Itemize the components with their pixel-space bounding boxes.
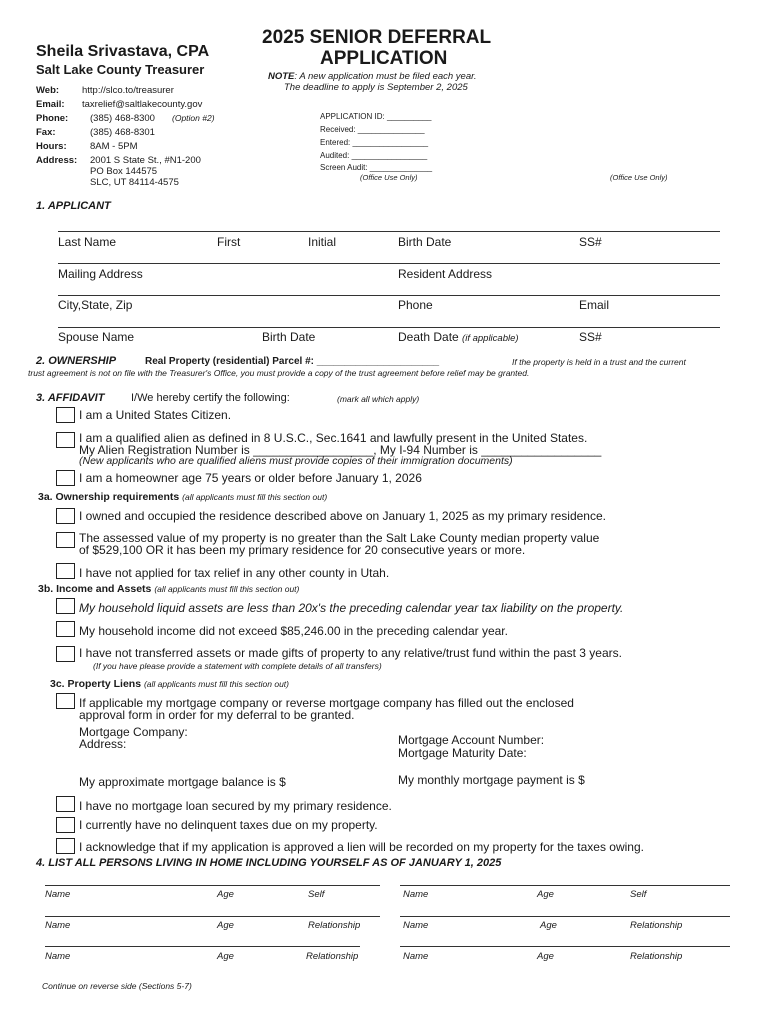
household-row-1-left-rel: Self xyxy=(308,889,325,900)
assessed-value-line1: The assessed value of my property is no greater than the Salt Lake County median property value xyxy=(79,531,600,545)
mortgage-account-field[interactable]: Mortgage Account Number: xyxy=(398,733,545,747)
household-row-2-right-rel: Relationship xyxy=(630,920,683,931)
mortgage-maturity-field[interactable]: Mortgage Maturity Date: xyxy=(398,746,527,760)
household-line-left-2[interactable] xyxy=(45,916,380,917)
label-spouse-ssn: SS# xyxy=(579,330,602,344)
mortgage-address-field[interactable]: Address: xyxy=(79,737,127,751)
no-delinquent-taxes-checkbox[interactable] xyxy=(56,817,75,833)
contact-address-line3: SLC, UT 84114-4575 xyxy=(90,177,179,188)
no-mortgage-checkbox[interactable] xyxy=(56,796,75,812)
citizen-statement: I am a United States Citizen. xyxy=(79,408,232,422)
lien-acknowledge-statement: I acknowledge that if my application is approved a lien will be recorded on my property for the taxes owing. xyxy=(79,840,644,854)
contact-address-line2: PO Box 144575 xyxy=(90,166,158,177)
household-row-1-left-name: Name xyxy=(45,889,71,900)
label-death-date xyxy=(398,330,519,344)
section-3a-note: (all applicants must fill this section out) xyxy=(182,492,328,502)
office-field-entered: Entered: _________________ xyxy=(320,138,429,147)
section-3c-note: (all applicants must fill this section out) xyxy=(143,679,289,689)
household-row-2-left-age: Age xyxy=(217,920,234,931)
trust-note-line1: If the property is held in a trust and the current xyxy=(512,357,686,367)
no-transfer-statement: I have not transferred assets or made gifts of property to any relative/trust fund within the past 3 years. xyxy=(79,646,622,660)
assessed-value-line2: of $529,100 OR it has been my primary residence for 20 consecutive years or more. xyxy=(79,543,526,557)
contact-address-line1: 2001 S State St., #N1-200 xyxy=(90,155,201,166)
section-1-title: 1. APPLICANT xyxy=(36,200,111,212)
household-row-2-right-name: Name xyxy=(403,920,429,931)
label-spouse-name: Spouse Name xyxy=(58,330,135,344)
contact-label-web: Web: xyxy=(36,85,60,96)
office-field-audited: Audited: _________________ xyxy=(320,151,428,160)
section-3c-title xyxy=(50,678,289,690)
label-email: Email xyxy=(579,298,610,312)
section-3a-label: 3a. Ownership requirements xyxy=(38,491,180,503)
label-initial: Initial xyxy=(308,235,337,249)
section-4-title: 4. LIST ALL PERSONS LIVING IN HOME INCLUDING YOURSELF AS OF JANUARY 1, 2025 xyxy=(36,857,502,869)
line-address[interactable] xyxy=(58,263,720,264)
household-row-2-right-age: Age xyxy=(540,920,557,931)
assessed-value-checkbox[interactable] xyxy=(56,532,75,548)
age-checkbox[interactable] xyxy=(56,470,75,486)
contact-label-email: Email: xyxy=(36,99,65,110)
line-applicant-name[interactable] xyxy=(58,231,720,232)
label-mailing-address: Mailing Address xyxy=(58,267,143,281)
affidavit-intro-note: (mark all which apply) xyxy=(337,394,420,404)
section-3a-title xyxy=(38,491,327,503)
household-line-left-1[interactable] xyxy=(45,885,380,886)
office-use-caption-right: (Office Use Only) xyxy=(610,173,668,182)
no-mortgage-statement: I have no mortgage loan secured by my primary residence. xyxy=(79,799,392,813)
note-label: NOTE xyxy=(268,71,295,82)
label-phone: Phone xyxy=(398,298,433,312)
alien-checkbox[interactable] xyxy=(56,432,75,448)
citizen-checkbox[interactable] xyxy=(56,407,75,423)
office-name: Salt Lake County Treasurer xyxy=(36,62,205,77)
form-title-line1: 2025 SENIOR DEFERRAL xyxy=(262,27,492,48)
line-spouse[interactable] xyxy=(58,327,720,328)
contact-fax: (385) 468-8301 xyxy=(90,127,155,138)
household-row-3-right-age: Age xyxy=(537,951,554,962)
mortgage-payment-field[interactable]: My monthly mortgage payment is $ xyxy=(398,773,585,787)
label-spouse-birth-date: Birth Date xyxy=(262,330,316,344)
contact-email[interactable]: taxrelief@saltlakecounty.gov xyxy=(82,99,203,110)
affidavit-intro: I/We hereby certify the following: xyxy=(131,392,290,404)
mortgage-balance-field[interactable]: My approximate mortgage balance is $ xyxy=(79,775,286,789)
liquid-assets-statement: My household liquid assets are less than 20x's the preceding calendar year tax liability on the property. xyxy=(79,601,624,615)
trust-note-line2: trust agreement is not on file with the Treasurer's Office, you must provide a copy of the trust agreement before relief may be granted. xyxy=(28,368,530,378)
contact-hours: 8AM - 5PM xyxy=(90,141,138,152)
no-delinquent-taxes-statement: I currently have no delinquent taxes due on my property. xyxy=(79,818,378,832)
household-row-2-left-name: Name xyxy=(45,920,71,931)
owned-occupied-checkbox[interactable] xyxy=(56,508,75,524)
office-use-caption-left: (Office Use Only) xyxy=(360,173,418,182)
household-line-left-3[interactable] xyxy=(45,946,360,947)
age-statement: I am a homeowner age 75 years or older before January 1, 2026 xyxy=(79,471,422,485)
office-field-received: Received: _______________ xyxy=(320,125,425,134)
office-field-screen-audit: Screen Audit: ______________ xyxy=(320,163,433,172)
no-other-county-statement: I have not applied for tax relief in any other county in Utah. xyxy=(79,566,390,580)
label-first: First xyxy=(217,235,241,249)
mortgage-company-field[interactable]: Mortgage Company: xyxy=(79,725,188,739)
no-transfer-note: (If you have please provide a statement with complete details of all transfers) xyxy=(93,661,382,671)
form-title-line2: APPLICATION xyxy=(320,48,448,69)
mortgage-approval-checkbox[interactable] xyxy=(56,693,75,709)
continue-footer: Continue on reverse side (Sections 5-7) xyxy=(42,981,192,991)
deadline-note: The deadline to apply is September 2, 2025 xyxy=(284,82,468,93)
contact-label-address: Address: xyxy=(36,155,78,166)
liquid-assets-checkbox[interactable] xyxy=(56,598,75,614)
household-row-3-left-age: Age xyxy=(217,951,234,962)
line-city[interactable] xyxy=(58,295,720,296)
mortgage-approval-line1: If applicable my mortgage company or reverse mortgage company has filled out the enclosed xyxy=(79,696,574,710)
section-3b-note: (all applicants must fill this section out) xyxy=(154,584,300,594)
label-resident-address: Resident Address xyxy=(398,267,493,281)
contact-label-hours: Hours: xyxy=(36,141,67,152)
household-row-1-left-age: Age xyxy=(217,889,234,900)
mortgage-approval-line2: approval form in order for my deferral to be granted. xyxy=(79,708,355,722)
parcel-label[interactable]: Real Property (residential) Parcel #: ______________________ xyxy=(145,356,440,367)
contact-web[interactable]: http://slco.to/treasurer xyxy=(82,85,174,96)
contact-label-phone: Phone: xyxy=(36,113,69,124)
alien-statement-line2[interactable]: My Alien Registration Number is __________________, My I-94 Number is __________________ xyxy=(79,443,602,457)
contact-phone: (385) 468-8300 xyxy=(90,113,155,124)
renewal-note xyxy=(268,71,477,82)
section-3b-title xyxy=(38,583,299,595)
label-city-state-zip: City,State, Zip xyxy=(58,298,133,312)
household-row-3-right-rel: Relationship xyxy=(630,951,683,962)
lien-acknowledge-checkbox[interactable] xyxy=(56,838,75,854)
section-3-title: 3. AFFIDAVIT xyxy=(36,392,105,404)
label-birth-date: Birth Date xyxy=(398,235,452,249)
household-row-1-right-rel: Self xyxy=(630,889,647,900)
label-last-name: Last Name xyxy=(58,235,117,249)
no-other-county-checkbox[interactable] xyxy=(56,563,75,579)
label-ssn: SS# xyxy=(579,235,602,249)
alien-statement-note: (New applicants who are qualified aliens must provide copies of their immigration documents) xyxy=(79,455,513,467)
contact-phone-note: (Option #2) xyxy=(172,113,215,123)
household-row-3-right-name: Name xyxy=(403,951,429,962)
firm-name: Sheila Srivastava, CPA xyxy=(36,43,210,60)
household-row-3-left-rel: Relationship xyxy=(306,951,359,962)
section-2-title: 2. OWNERSHIP xyxy=(36,355,117,367)
household-line-right-1[interactable] xyxy=(400,885,730,886)
household-row-1-right-name: Name xyxy=(403,889,429,900)
household-line-right-3[interactable] xyxy=(400,946,730,947)
section-3c-label: 3c. Property Liens xyxy=(50,678,142,690)
household-line-right-2[interactable] xyxy=(400,916,730,917)
household-row-2-left-rel: Relationship xyxy=(308,920,361,931)
contact-label-fax: Fax: xyxy=(36,127,56,138)
owned-occupied-statement: I owned and occupied the residence described above on January 1, 2025 as my primary residence. xyxy=(79,509,606,523)
no-transfer-checkbox[interactable] xyxy=(56,646,75,662)
section-3b-label: 3b. Income and Assets xyxy=(38,583,152,595)
household-row-3-left-name: Name xyxy=(45,951,71,962)
household-income-statement: My household income did not exceed $85,246.00 in the preceding calendar year. xyxy=(79,624,508,638)
death-date-text: Death Date xyxy=(398,330,459,344)
household-income-checkbox[interactable] xyxy=(56,621,75,637)
death-date-note: (if applicable) xyxy=(462,333,519,344)
household-row-1-right-age: Age xyxy=(537,889,554,900)
alien-statement-line1: I am a qualified alien as defined in 8 U.S.C., Sec.1641 and lawfully present in the United States. xyxy=(79,431,588,445)
note-text: : A new application must be filed each year. xyxy=(294,71,477,82)
office-field-app-id: APPLICATION ID: __________ xyxy=(320,112,432,121)
